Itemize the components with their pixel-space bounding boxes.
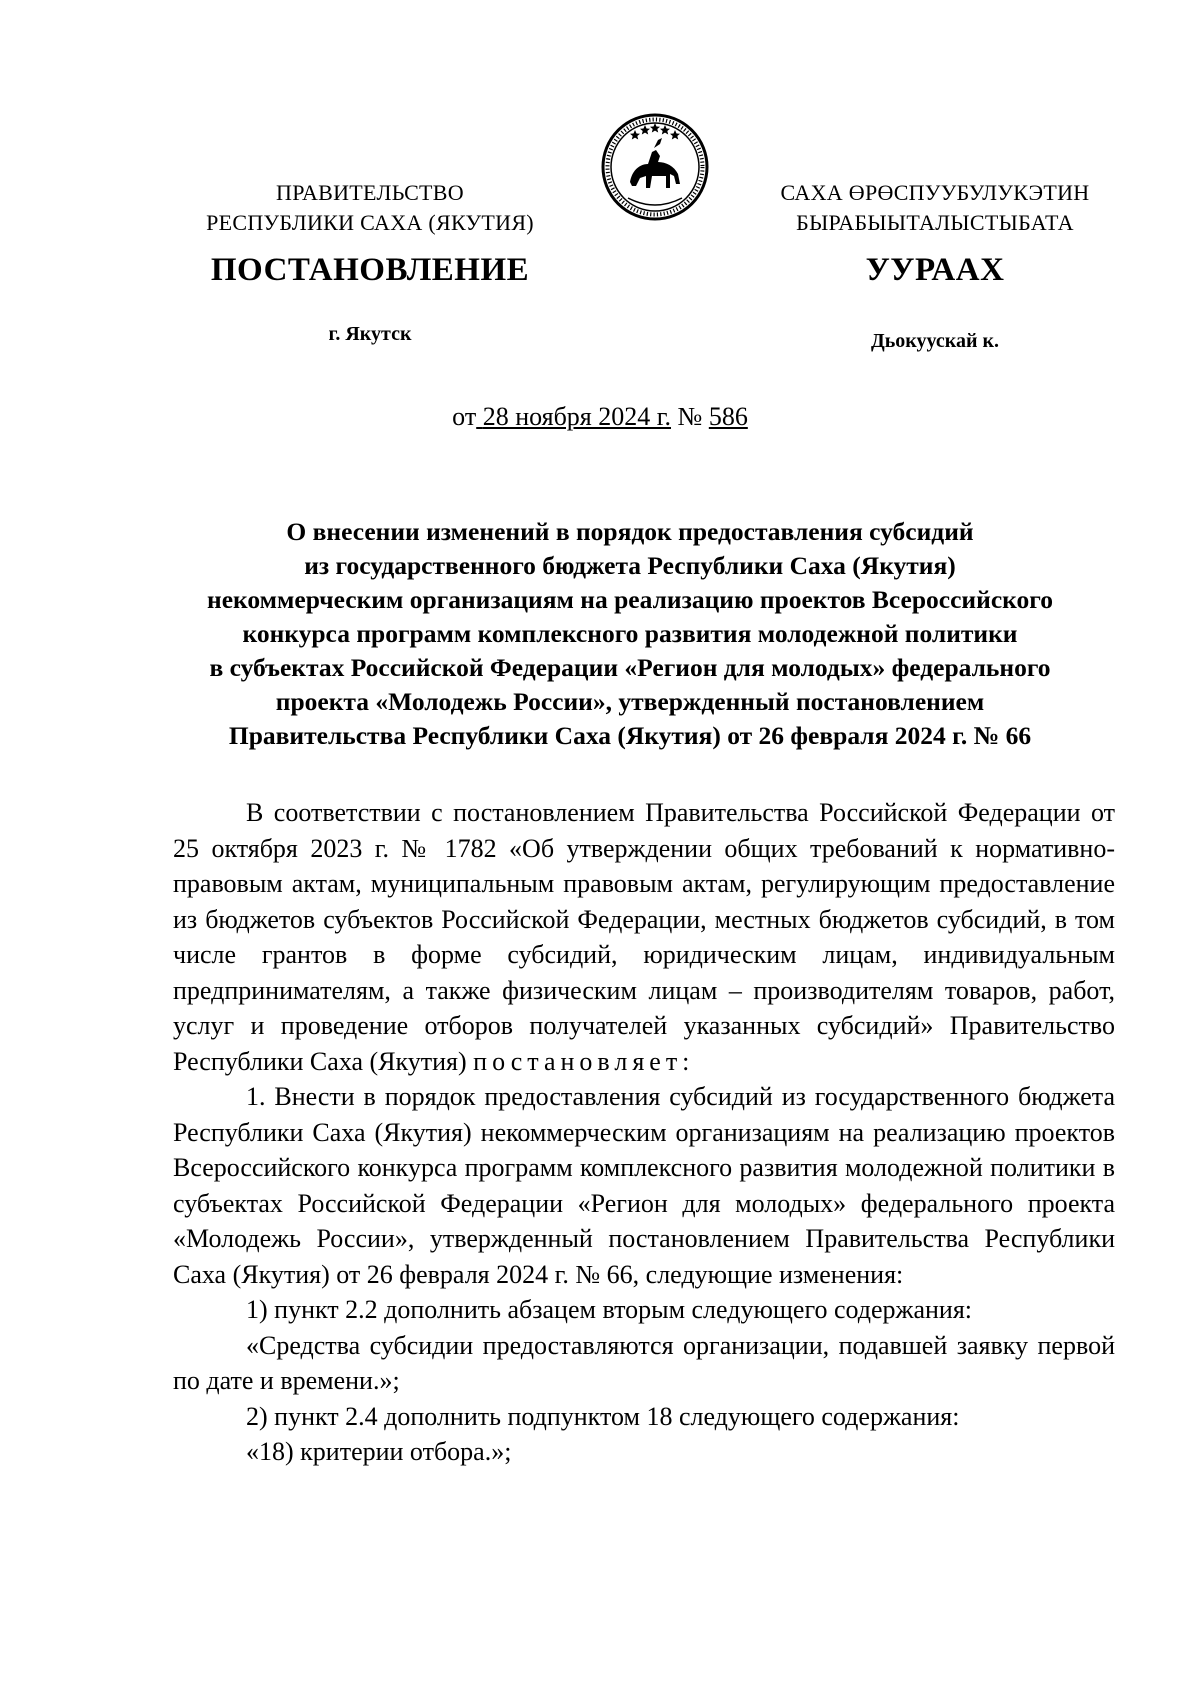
quote-2-paragraph: «18) критерии отбора.»;	[246, 1437, 512, 1466]
document-type-sakha: УУРААХ	[865, 252, 1005, 288]
title-line: в субъектах Российской Федерации «Регион для молодых» федерального	[209, 653, 1051, 682]
document-body	[173, 795, 1115, 1470]
government-name-russian	[175, 178, 565, 238]
subitem-1-paragraph: 1) пункт 2.2 дополнить абзацем вторым следующего содержания:	[246, 1295, 973, 1324]
preamble-text: В соответствии с постановлением Правительства Российской Федерации от 25 октября 2023 г. № 1782 «Об утверждении общих требований к нормативно-правовым актам, муниципальным правовым актам, регулирующим предоставление из бюджетов субъектов Российской Федерации, местных бюджетов субсидий, в том числе грантов в форме субсидий, юридическим лицам, индивидуальным предпринимателям, а также физическим лицам – производителям товаров, работ, услуг и проведение отборов получателей указанных субсидий» Правительство Республики Саха (Якутия)	[173, 798, 1115, 1076]
government-name-sakha-line2: БЫРАБЫЫТАЛЫСТЫБАТА	[796, 210, 1074, 235]
government-name-russian-line1: ПРАВИТЕЛЬСТВО	[276, 180, 464, 205]
title-line: некоммерческим организациям на реализацию проектов Всероссийского	[207, 585, 1053, 614]
government-name-sakha	[740, 178, 1130, 238]
sakha-coat-of-arms-icon	[600, 112, 710, 222]
document-type-russian: ПОСТАНОВЛЕНИЕ	[210, 252, 530, 288]
title-line: из государственного бюджета Республики Саха (Якутия)	[304, 551, 956, 580]
title-line: О внесении изменений в порядок предоставления субсидий	[286, 517, 974, 546]
city-russian: г. Якутск	[328, 323, 412, 345]
title-line: Правительства Республики Саха (Якутия) от 26 февраля 2024 г. № 66	[228, 721, 1032, 750]
number-sign: №	[677, 402, 703, 431]
government-name-sakha-line1: САХА ӨРӨСПУУБУЛУКЭТИН	[780, 180, 1090, 205]
subitem-2-paragraph: 2) пункт 2.4 дополнить подпунктом 18 следующего содержания:	[246, 1401, 960, 1431]
document-number: 586	[708, 402, 748, 431]
quote-1-paragraph: «Средства субсидии предоставляются организации, подавшей заявку первой по дате и времени.»;	[173, 1330, 1115, 1395]
item-1-paragraph: 1. Внести в порядок предоставления субсидий из государственного бюджета Республики Саха (Якутия) некоммерческим организациям на реализацию проектов Всероссийского конкурса программ комплексного развития молодежной политики в субъектах Российской Федерации «Регион для молодых» федерального проекта «Молодежь России», утвержденный постановлением Правительства Республики Саха (Якутия) от 26 февраля 2024 г. № 66, следующие изменения:	[173, 1082, 1115, 1289]
title-line: проекта «Молодежь России», утвержденный постановлением	[275, 687, 985, 716]
date-prefix: от	[452, 402, 477, 431]
date-and-number-line	[0, 402, 1200, 432]
title-line: конкурса программ комплексного развития молодежной политики	[242, 619, 1018, 648]
city-sakha: Дьокуускай к.	[870, 330, 1000, 352]
decree-word: постановляет:	[473, 1046, 695, 1076]
government-name-russian-line2: РЕСПУБЛИКИ САХА (ЯКУТИЯ)	[206, 210, 534, 235]
document-date: 28 ноября 2024 г.	[482, 402, 671, 431]
preamble-paragraph	[173, 795, 1115, 1079]
document-title	[150, 515, 1110, 753]
